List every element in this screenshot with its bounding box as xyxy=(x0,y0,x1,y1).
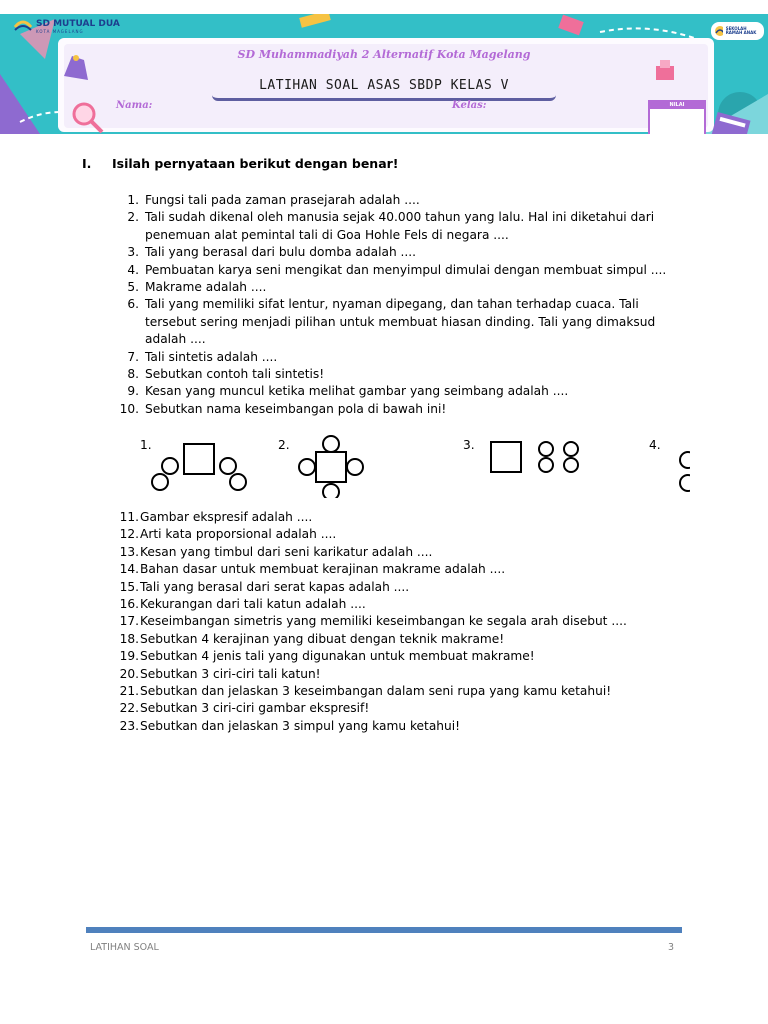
question-text: Tali yang berasal dari bulu domba adalah .... xyxy=(145,245,417,260)
question-number: 16. xyxy=(119,597,139,612)
question-number: 15. xyxy=(119,579,139,594)
pattern-3-figure xyxy=(491,442,578,472)
list-item xyxy=(114,262,684,279)
list-item xyxy=(114,613,684,630)
question-text: Tali sudah dikenal oleh manusia sejak 40.000 tahun yang lalu. Hal ini diketahui dari penemuan alat pemintal tali di Goa Hohle Fels di negara .... xyxy=(145,210,655,242)
list-item xyxy=(114,683,684,700)
question-text: Sebutkan nama keseimbangan pola di bawah ini! xyxy=(145,401,447,416)
question-number: 10. xyxy=(119,401,139,416)
patterns-svg xyxy=(130,432,690,498)
question-number: 23. xyxy=(119,718,139,733)
question-number: 5. xyxy=(127,280,139,295)
balance-patterns xyxy=(130,432,690,498)
question-number: 11. xyxy=(119,510,139,524)
question-number: 18. xyxy=(119,631,139,646)
list-item xyxy=(114,561,684,578)
list-item xyxy=(114,700,684,717)
section-number: I. xyxy=(82,156,92,171)
question-text: Pembuatan karya seni mengikat dan menyimpul dimulai dengan membuat simpul .... xyxy=(145,262,667,277)
list-item xyxy=(114,544,684,561)
question-number: 1. xyxy=(127,193,139,207)
list-item xyxy=(114,526,684,543)
question-text: Sebutkan dan jelaskan 3 simpul yang kamu ketahui! xyxy=(140,718,461,733)
logo-right-text: SEKOLAH RAMAH ANAK xyxy=(725,26,757,35)
school-name: SD Muhammadiyah 2 Alternatif Kota Magelang xyxy=(237,48,531,61)
list-item xyxy=(114,631,684,648)
question-number: 9. xyxy=(127,384,139,399)
question-number: 14. xyxy=(119,562,139,577)
question-text: Makrame adalah .... xyxy=(145,280,267,295)
question-text: Sebutkan 3 ciri-ciri tali katun! xyxy=(140,666,321,681)
name-label: Nama: xyxy=(116,100,153,111)
ramah-anak-icon xyxy=(714,25,723,37)
question-text: Tali sintetis adalah .... xyxy=(145,349,278,364)
question-number: 21. xyxy=(119,684,139,699)
list-item xyxy=(114,648,684,665)
question-number: 22. xyxy=(119,701,139,716)
section-heading xyxy=(82,156,399,171)
list-item xyxy=(114,579,684,596)
score-box xyxy=(648,100,706,134)
question-text: Bahan dasar untuk membuat kerajinan makrame adalah .... xyxy=(140,562,506,577)
question-text: Arti kata proporsional adalah .... xyxy=(140,527,337,542)
list-item xyxy=(114,209,684,244)
logo-mark-icon xyxy=(14,20,32,34)
question-number: 13. xyxy=(119,544,139,559)
page-number: 3 xyxy=(668,942,675,953)
question-text: Sebutkan dan jelaskan 3 keseimbangan dalam seni rupa yang kamu ketahui! xyxy=(140,684,612,699)
question-number: 2. xyxy=(127,210,139,225)
question-text: Sebutkan 3 ciri-ciri gambar ekspresif! xyxy=(140,701,370,716)
question-number: 17. xyxy=(119,614,139,629)
question-number: 20. xyxy=(119,666,139,681)
question-number: 3. xyxy=(127,245,139,260)
question-text: Sebutkan contoh tali sintetis! xyxy=(145,367,325,382)
question-number: 4. xyxy=(127,262,139,277)
pattern-4-figure xyxy=(680,437,690,491)
question-number: 8. xyxy=(127,367,139,382)
magnifier-icon xyxy=(66,100,106,134)
question-text: Kesan yang muncul ketika melihat gambar yang seimbang adalah .... xyxy=(145,384,569,399)
pattern-label-3: 3. xyxy=(463,438,475,452)
list-item xyxy=(114,596,684,613)
pattern-label-1: 1. xyxy=(140,438,152,452)
list-item xyxy=(114,509,684,526)
question-text: Tali yang berasal dari serat kapas adalah .... xyxy=(140,579,410,594)
question-list-1 xyxy=(114,192,684,418)
score-box-label: NILAI xyxy=(650,102,704,109)
question-number: 7. xyxy=(127,349,139,364)
marker-icon xyxy=(654,58,680,84)
pattern-2-figure xyxy=(299,436,363,498)
book-icon xyxy=(710,112,754,134)
school-logo-right xyxy=(711,22,764,40)
question-text: Sebutkan 4 jenis tali yang digunakan untuk membuat makrame! xyxy=(140,649,535,664)
footer-title: LATIHAN SOAL xyxy=(90,942,159,953)
list-item xyxy=(114,192,684,209)
school-logo-left xyxy=(14,20,120,34)
pattern-label-4: 4. xyxy=(649,438,661,452)
list-item xyxy=(114,279,684,296)
question-number: 19. xyxy=(119,649,139,664)
list-item xyxy=(114,666,684,683)
pattern-label-2: 2. xyxy=(278,438,290,452)
logo-left-text: SD MUTUAL DUA xyxy=(36,19,120,29)
list-item xyxy=(114,401,684,418)
list-item xyxy=(114,296,684,348)
section-instruction: Isilah pernyataan berikut dengan benar! xyxy=(112,156,399,171)
question-number: 6. xyxy=(127,297,139,312)
question-text: Kekurangan dari tali katun adalah .... xyxy=(140,597,366,612)
pattern-1-figure xyxy=(152,444,246,490)
question-text: Tali yang memiliki sifat lentur, nyaman dipegang, dan tahan terhadap cuaca. Tali tersebut sering menjadi pilihan untuk membuat hiasan dinding. Tali yang dimaksud adalah .... xyxy=(145,297,656,347)
list-item xyxy=(114,718,684,735)
list-item xyxy=(114,244,684,261)
class-label: Kelas: xyxy=(452,100,487,111)
question-text: Keseimbangan simetris yang memiliki keseimbangan ke segala arah disebut .... xyxy=(140,614,627,629)
question-number: 12. xyxy=(119,527,139,542)
question-list-2 xyxy=(114,509,684,735)
list-item xyxy=(114,366,684,383)
header-banner xyxy=(0,14,768,134)
question-text: Fungsi tali pada zaman prasejarah adalah .... xyxy=(145,193,420,207)
question-text: Kesan yang timbul dari seni karikatur adalah .... xyxy=(140,544,433,559)
question-text: Gambar ekspresif adalah .... xyxy=(140,510,313,524)
question-text: Sebutkan 4 kerajinan yang dibuat dengan teknik makrame! xyxy=(140,631,505,646)
list-item xyxy=(114,349,684,366)
logo-left-subtext: KOTA MAGELANG xyxy=(36,29,84,34)
footer-rule xyxy=(86,927,682,933)
page-title: LATIHAN SOAL ASAS SBDP KELAS V xyxy=(259,78,509,93)
list-item xyxy=(114,383,684,400)
